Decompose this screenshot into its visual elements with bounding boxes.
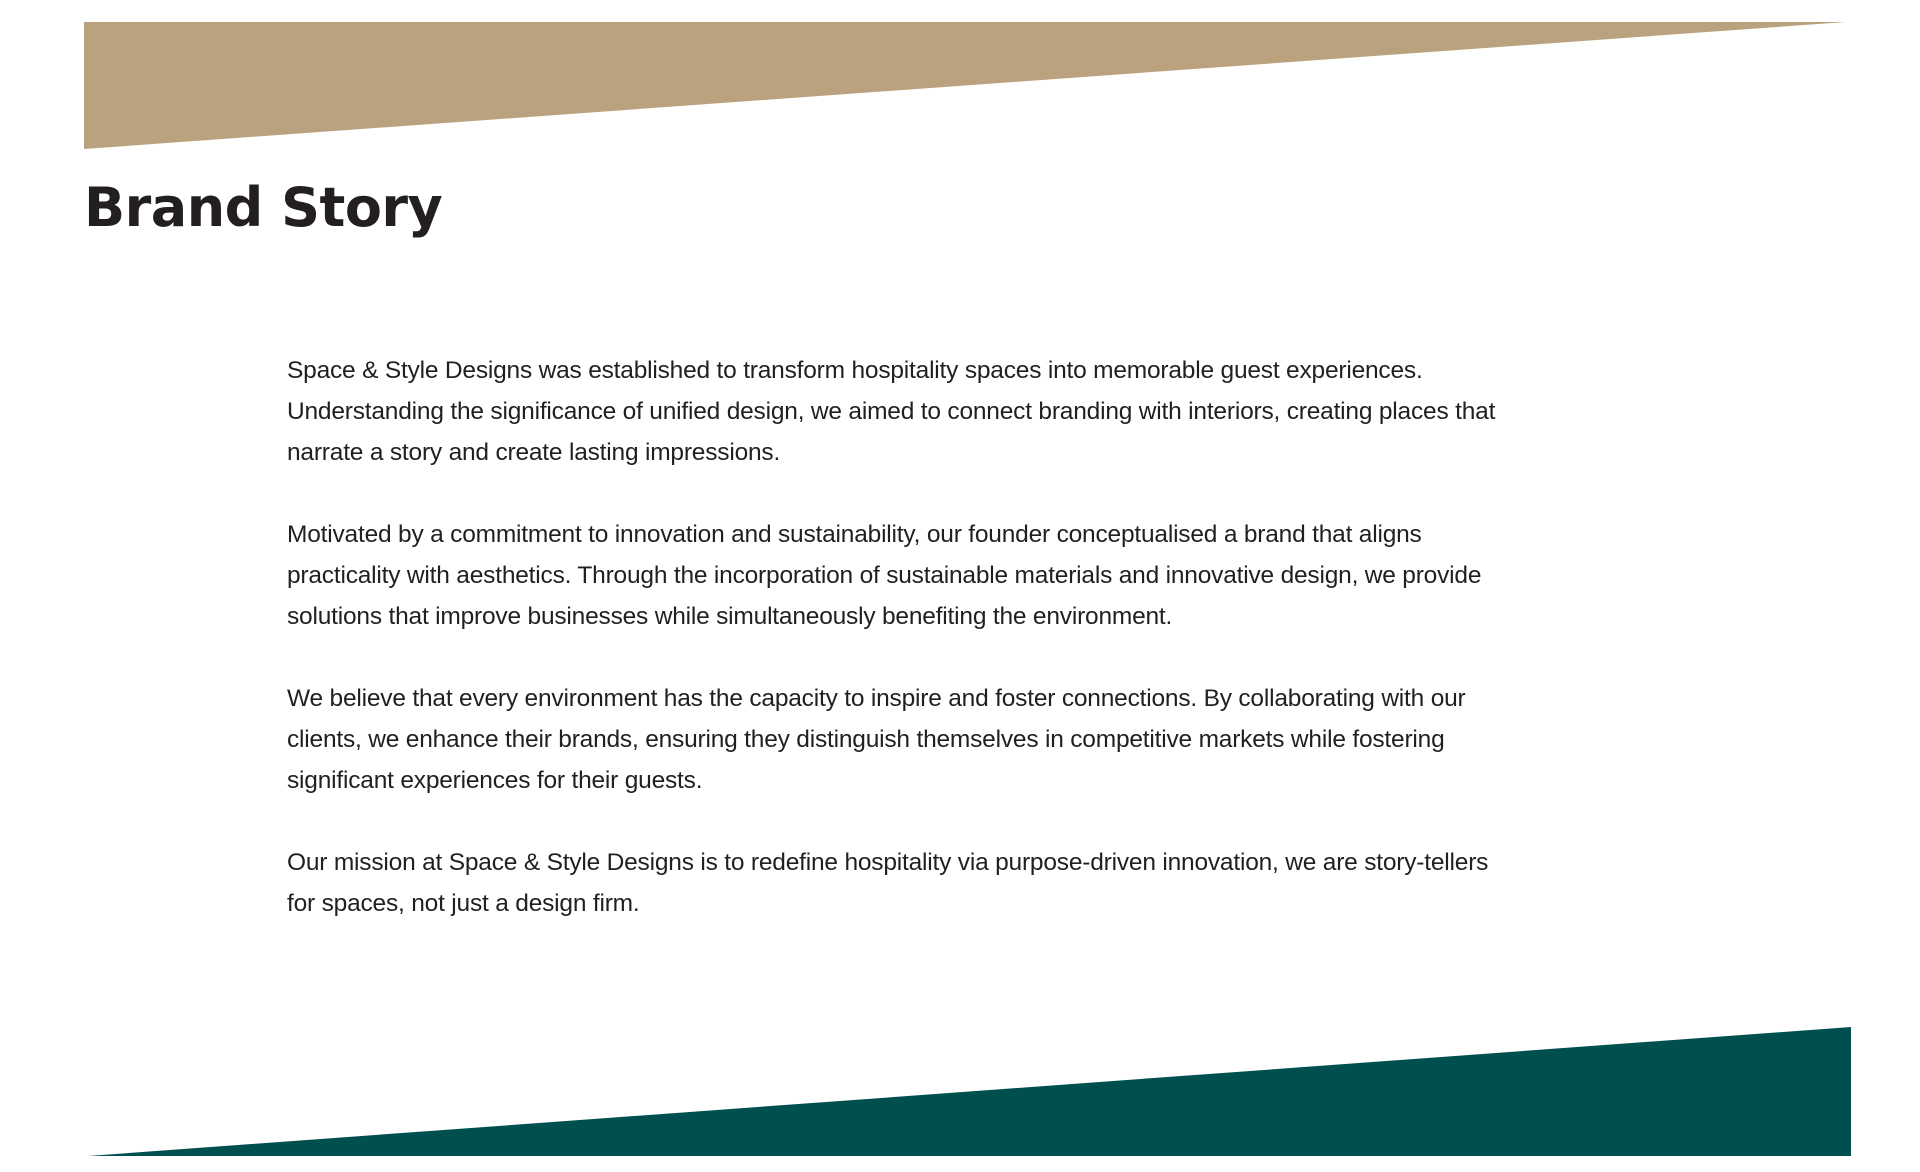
top-tan-wedge — [84, 22, 1846, 149]
bottom-decorative-band — [0, 1010, 1920, 1170]
page-title: Brand Story — [84, 176, 443, 239]
bottom-teal-wedge — [88, 1027, 1851, 1156]
paragraph-sustainability: Motivated by a commitment to innovation and sustainability, our founder conceptualised a brand that aligns practicality with aesthetics. Through the incorporation of sustainable materials and innovative design, we provide solutions that improve businesses while simultaneously benefiting the environment. — [287, 521, 1482, 630]
top-decorative-band — [0, 0, 1920, 160]
paragraph-founding: Space & Style Designs was established to transform hospitality spaces into memorable guest experiences. Understanding the significance of unified design, we aimed to connect branding with interiors, creating places that narrate a story and create lasting impressions. — [287, 357, 1496, 466]
paragraph-belief: We believe that every environment has the capacity to inspire and foster connections. By collaborating with our clients, we enhance their brands, ensuring they distinguish themselves in competitive markets while fostering significant experiences for their guests. — [287, 685, 1466, 794]
paragraph-mission: Our mission at Space & Style Designs is to redefine hospitality via purpose-driven innovation, we are story-tellers for spaces, not just a design firm. — [287, 849, 1489, 917]
body-text — [287, 350, 1507, 965]
